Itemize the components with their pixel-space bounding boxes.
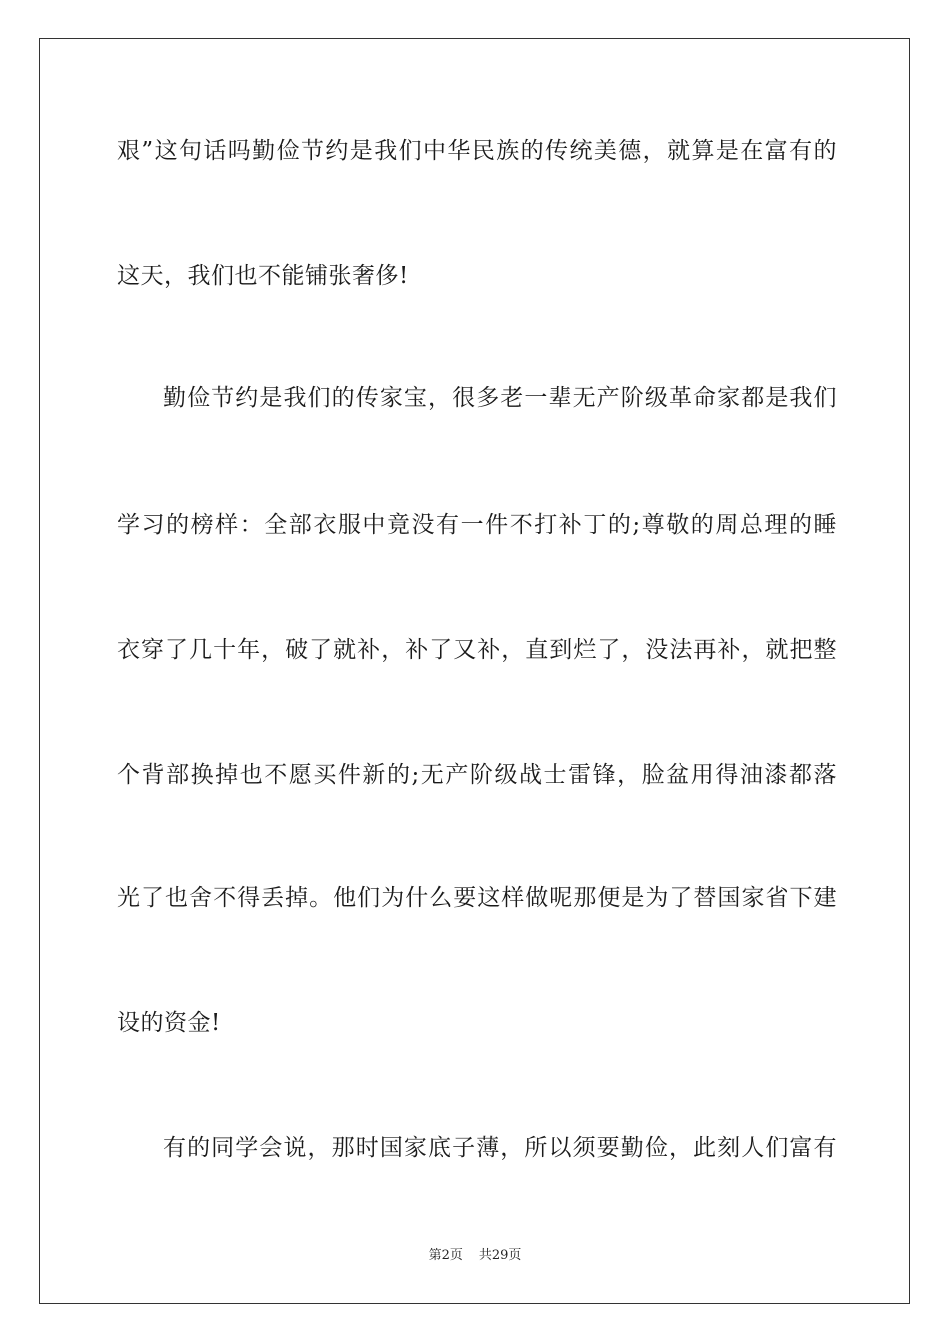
text-line: 艰”这句话吗勤俭节约是我们中华民族的传统美德，就算是在富有的: [117, 138, 837, 164]
page-number: 第2页: [428, 1248, 463, 1263]
page-total: 共29页: [478, 1248, 522, 1263]
text-line: 设的资金!: [117, 1010, 221, 1036]
text-line: 衣穿了几十年，破了就补，补了又补，直到烂了，没法再补，就把整: [117, 637, 837, 663]
paragraph-first-line: 有的同学会说，那时国家底子薄，所以须要勤俭，此刻人们富有: [163, 1135, 837, 1161]
page-border: [39, 38, 910, 1304]
page-footer: [0, 1247, 950, 1265]
text-line: 这天，我们也不能铺张奢侈!: [117, 263, 409, 289]
paragraph-first-line: 勤俭节约是我们的传家宝，很多老一辈无产阶级革命家都是我们: [163, 385, 837, 411]
text-line: 学习的榜样：全部衣服中竟没有一件不打补丁的;尊敬的周总理的睡: [117, 512, 837, 538]
text-line: 光了也舍不得丢掉。他们为什么要这样做呢那便是为了替国家省下建: [117, 885, 837, 911]
text-line: 个背部换掉也不愿买件新的;无产阶级战士雷锋，脸盆用得油漆都落: [117, 762, 837, 788]
